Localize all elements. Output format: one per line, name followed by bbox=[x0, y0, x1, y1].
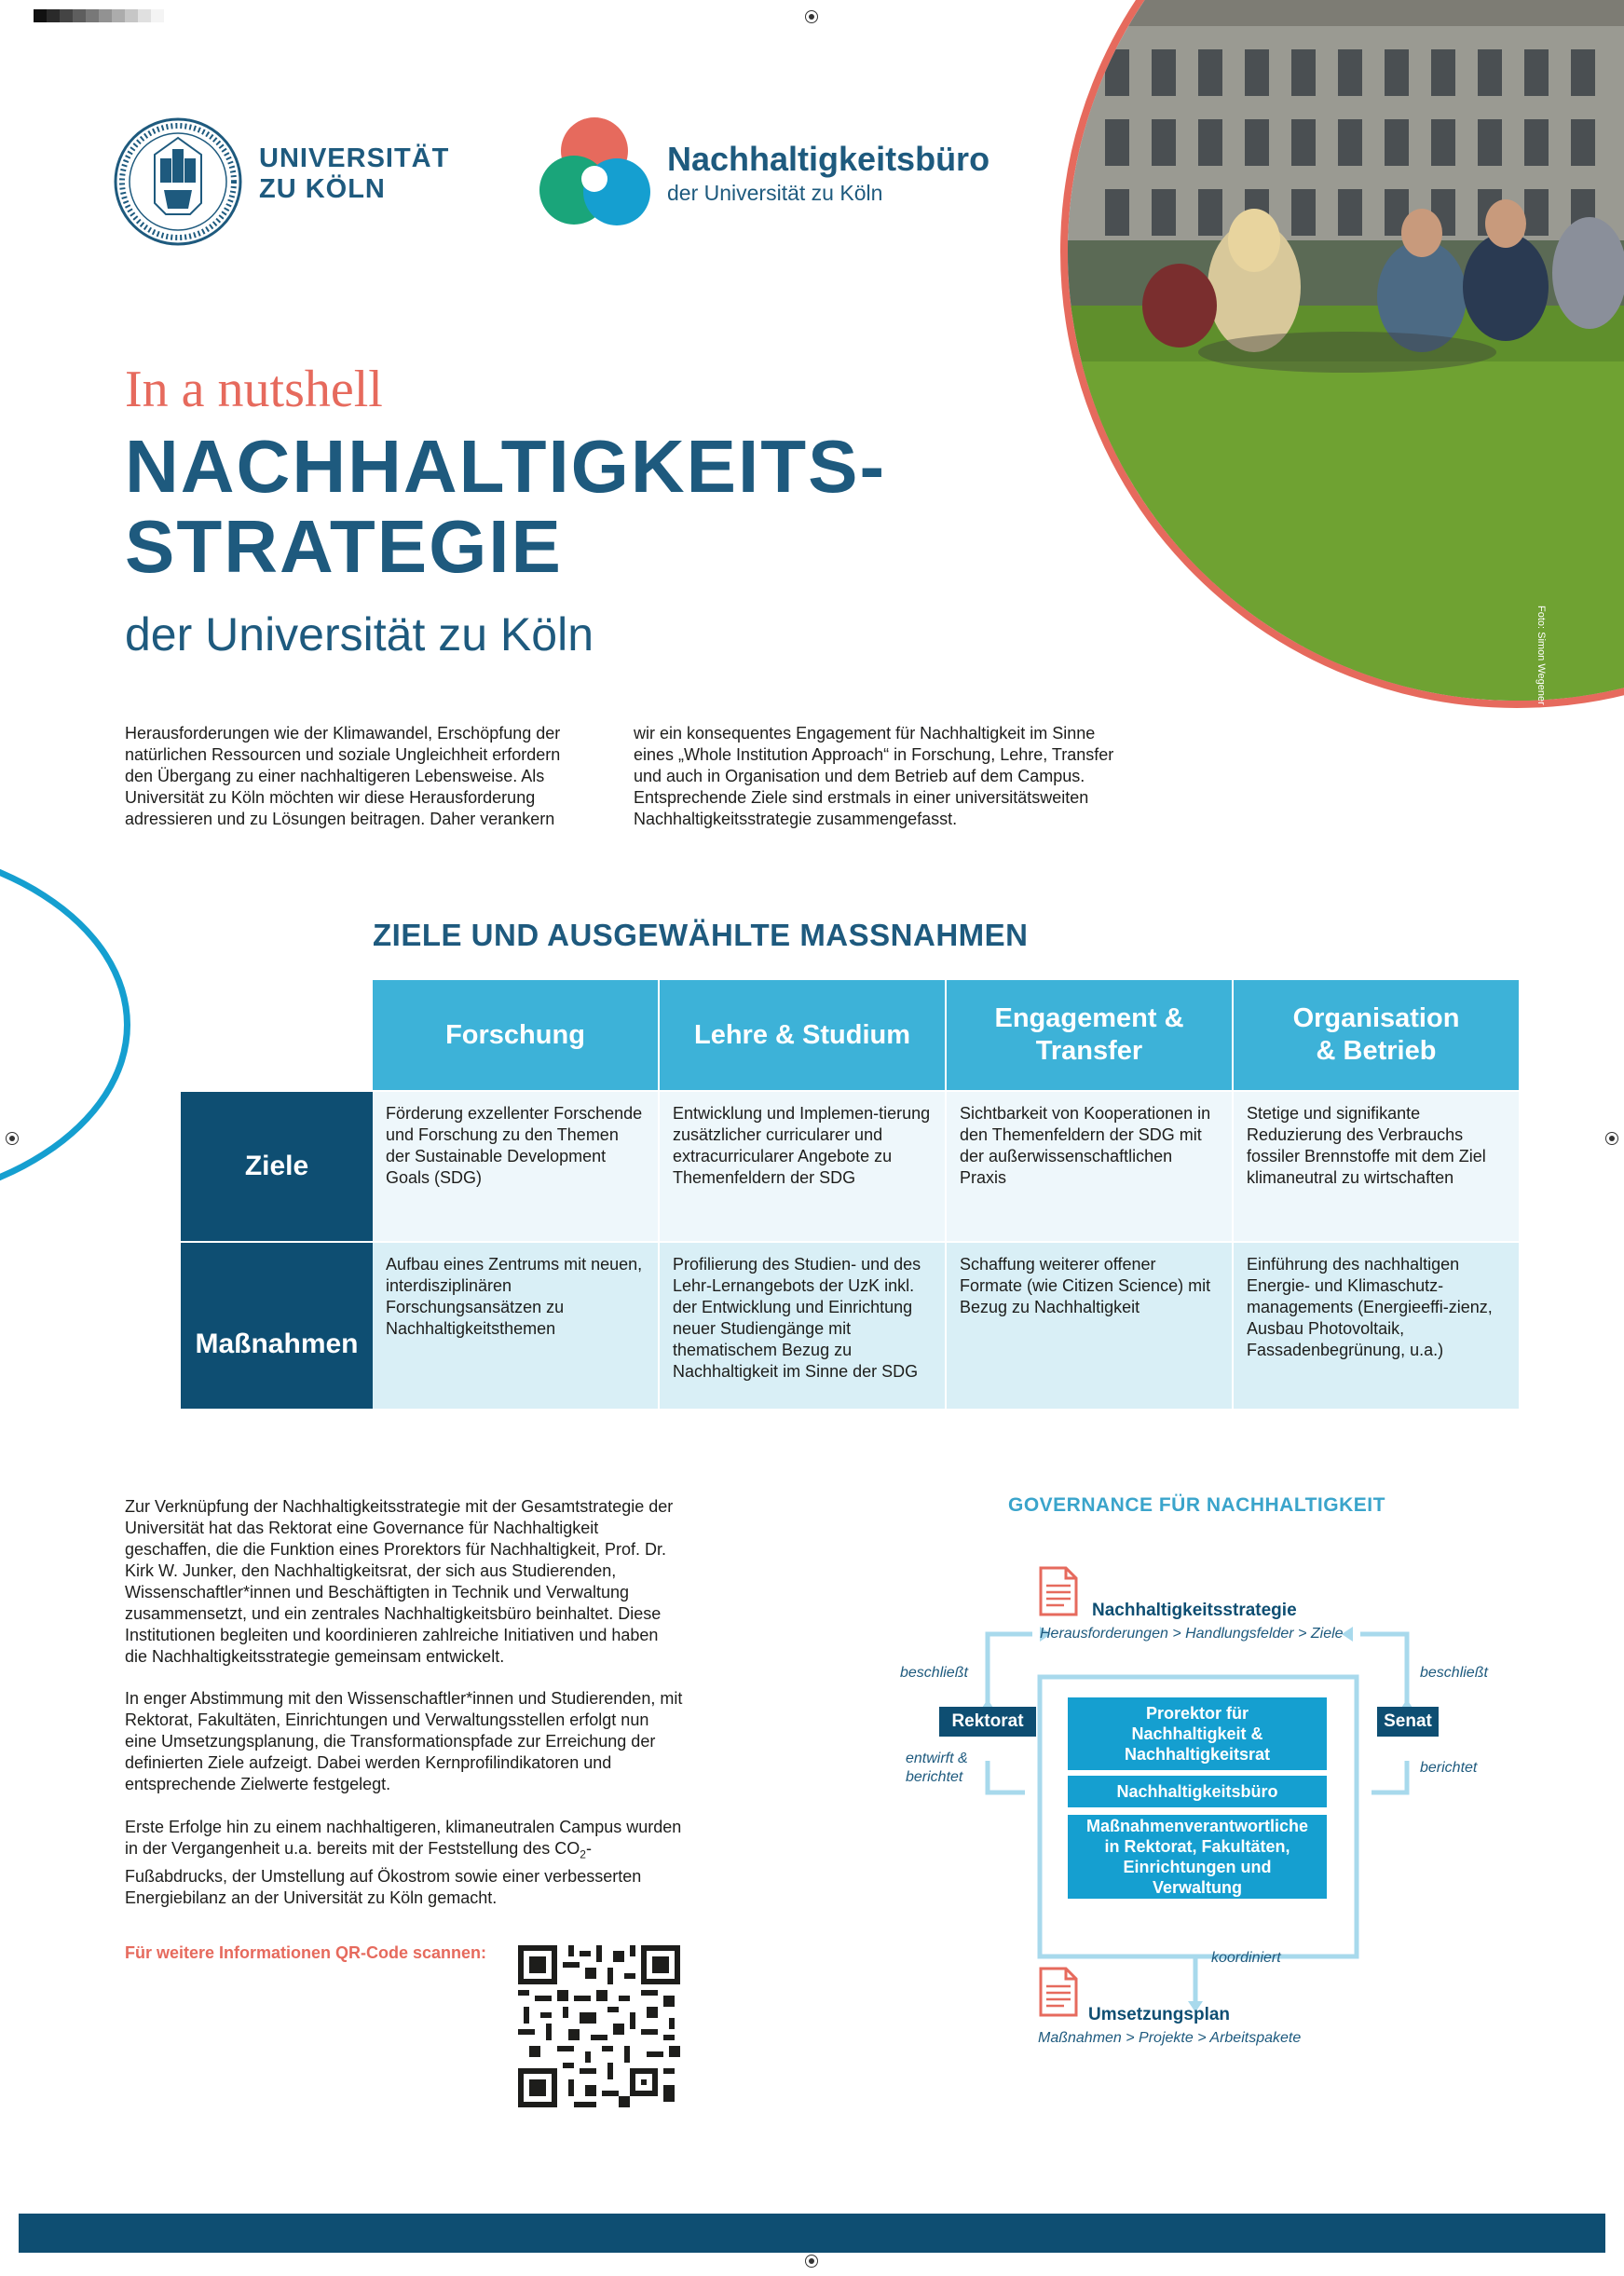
co2-subscript: 2 bbox=[580, 1847, 586, 1861]
intro-column-2: wir ein konsequentes Engagement für Nachhaltigkeit im Sinne eines „Whole Institution Approach“ in Forschung, Lehre, Transfer und auch in Organisation und dem Betrieb auf dem Campus. Entsprechende Ziele sind erstmals in einer universitätsweiten Nachhaltigkeitsstrategie zusammengefasst. bbox=[634, 724, 1114, 828]
kicker-title: In a nutshell bbox=[125, 361, 383, 418]
prorektor-box: Prorektor für Nachhaltigkeit & Nachhaltigkeitsrat bbox=[1068, 1697, 1327, 1770]
registration-mark-bottom bbox=[805, 2255, 818, 2268]
decorative-arc bbox=[0, 838, 130, 1211]
sustainability-office-title: Nachhaltigkeitsbüro bbox=[667, 140, 990, 178]
main-title-line2: STRATEGIE bbox=[125, 505, 563, 588]
table-cell-massnahmen-engagement: Schaffung weiterer offener Formate (wie Citizen Science) mit Bezug zu Nachhaltigkeit bbox=[947, 1243, 1232, 1409]
strategy-document-icon bbox=[1038, 1565, 1079, 1617]
table-cell-massnahmen-lehre: Profilierung des Studien- und des Lehr-Lernangebots der UzK inkl. der Entwicklung und Einrichtung neuer Studiengänge mit thematischem Bezug zu Nachhaltigkeit im Sinne der SDG bbox=[660, 1243, 945, 1409]
plan-title: Umsetzungsplan bbox=[1088, 2005, 1231, 2024]
photo-credit: Foto: Simon Wegener bbox=[1535, 606, 1547, 705]
footer-band bbox=[19, 2214, 1605, 2253]
plan-subtitle: Maßnahmen > Projekte > Arbeitspakete bbox=[1038, 2030, 1302, 2046]
governance-heading: GOVERNANCE FÜR NACHHALTIGKEIT bbox=[1008, 1494, 1385, 1516]
strategy-title: Nachhaltigkeitsstrategie bbox=[1092, 1601, 1297, 1620]
campus-photo bbox=[1060, 0, 1624, 708]
grayscale-calibration-bar bbox=[34, 9, 164, 22]
governance-paragraph-3-end: -Fußabdrucks, der Umstellung auf Ökostrom sowie einer verbesserten Energiebilanz an der Universität zu Köln gemacht. bbox=[125, 1839, 642, 1907]
governance-paragraph-3-start: Erste Erfolge hin zu einem nachhaltigeren, klimaneutralen Campus wurden in der Vergangenheit u.a. bereits mit der Feststellung des CO bbox=[125, 1818, 682, 1858]
label-beschliesst-right: beschließt bbox=[1420, 1665, 1488, 1681]
table-cell-massnahmen-organisation: Einführung des nachhaltigen Energie- und Klimaschutz-managements (Energieeffi-zienz, Ausbau Photovoltaik, Fassadenbegrünung, u.a.) bbox=[1234, 1243, 1519, 1409]
column-header-organisation: Organisation & Betrieb bbox=[1234, 980, 1519, 1090]
main-title bbox=[125, 427, 886, 587]
university-name bbox=[259, 143, 449, 205]
column-header-lehre: Lehre & Studium bbox=[660, 980, 945, 1090]
row-header-massnahmen: Maßnahmen bbox=[181, 1243, 373, 1409]
table-cell-ziele-forschung: Förderung exzellenter Forschende und Forschung zu den Themen der Sustainable Development Goals (SDG) bbox=[373, 1092, 658, 1241]
university-name-line2: ZU KÖLN bbox=[259, 174, 386, 204]
governance-paragraph-3 bbox=[125, 1817, 684, 1909]
table-cell-massnahmen-forschung: Aufbau eines Zentrums mit neuen, interdisziplinären Forschungsansätzen zu Nachhaltigkeitsthemen bbox=[373, 1243, 658, 1409]
table-cell-ziele-organisation: Stetige und signifikante Reduzierung des Verbrauchs fossiler Brennstoffe mit dem Ziel klimaneutral zu wirtschaften bbox=[1234, 1092, 1519, 1241]
nachhaltigkeitsbuero-box: Nachhaltigkeitsbüro bbox=[1068, 1776, 1327, 1807]
governance-paragraph-1: Zur Verknüpfung der Nachhaltigkeitsstrategie mit der Gesamtstrategie der Universität hat das Rektorat eine Governance für Nachhaltigkeit geschaffen, die die Funktion eines Prorektors für Nachhaltigkeit, Prof. Dr. Kirk W. Junker, den Nachhaltigkeitsrat, der sich aus Studierenden, Wissenschaftler*innen und Beschäftigten in Technik und Verwaltung zusammensetzt, und ein zentrales Nachhaltigkeitsbüro beinhaltet. Diese Institutionen begleiten und koordinieren zahlreiche Initiativen und haben die Nachhaltigkeitsstrategie gemeinsam entwickelt. bbox=[125, 1497, 674, 1666]
sustainability-office-logo bbox=[539, 116, 650, 231]
rektorat-box: Rektorat bbox=[939, 1707, 1036, 1737]
sustainability-office-subtitle: der Universität zu Köln bbox=[667, 181, 883, 205]
goals-heading: ZIELE UND AUSGEWÄHLTE MASSNAHMEN bbox=[373, 918, 1029, 952]
strategy-subtitle: Herausforderungen > Handlungsfelder > Ziele bbox=[1040, 1626, 1344, 1642]
column-header-forschung: Forschung bbox=[373, 980, 658, 1090]
governance-paragraph-2: In enger Abstimmung mit den Wissenschaftler*innen und Studierenden, mit Rektorat, Fakultäten, Einrichtungen und Verwaltungsstellen erfolgt nun eine Umsetzungsplanung, die Transformationspfade zur Erreichung der definierten Ziele aufzeigt. Dabei werden Kernprofilindikatoren und entsprechende Zielwerte festgelegt. bbox=[125, 1689, 683, 1793]
qr-code[interactable] bbox=[518, 1945, 680, 2107]
qr-code-label: Für weitere Informationen QR-Code scannen: bbox=[125, 1943, 487, 1962]
intro-column-1: Herausforderungen wie der Klimawandel, Erschöpfung der natürlichen Ressourcen und soziale Ungleichheit erfordern den Übergang zu einer nachhaltigeren Lebensweise. Als Universität zu Köln möchten wir diese Herausforderung adressieren und zu Lösungen beitragen. Daher verankern bbox=[125, 724, 561, 828]
registration-mark-right bbox=[1605, 1132, 1618, 1145]
university-name-line1: UNIVERSITÄT bbox=[259, 143, 450, 173]
main-title-line1: NACHHALTIGKEITS- bbox=[125, 425, 887, 508]
table-cell-ziele-lehre: Entwicklung und Implemen-tierung zusätzlicher curricularer und extracurricularer Angebote zu Themenfeldern der SDG bbox=[660, 1092, 945, 1241]
label-beschliesst-left: beschließt bbox=[900, 1665, 968, 1681]
massnahmen-box: Maßnahmenverantwortliche in Rektorat, Fakultäten, Einrichtungen und Verwaltung bbox=[1068, 1815, 1327, 1899]
senat-box: Senat bbox=[1377, 1707, 1439, 1737]
registration-mark-top bbox=[805, 10, 818, 23]
university-seal-logo bbox=[114, 117, 242, 246]
table-cell-ziele-engagement: Sichtbarkeit von Kooperationen in den Themenfeldern der SDG mit der außerwissenschaftlichen Praxis bbox=[947, 1092, 1232, 1241]
label-koordiniert: koordiniert bbox=[1211, 1950, 1281, 1966]
label-entwirft-berichtet: entwirft & berichtet bbox=[906, 1751, 968, 1785]
main-subtitle: der Universität zu Köln bbox=[125, 608, 594, 661]
label-berichtet-right: berichtet bbox=[1420, 1760, 1478, 1776]
row-header-ziele: Ziele bbox=[181, 1092, 373, 1241]
plan-document-icon bbox=[1038, 1966, 1079, 2018]
column-header-engagement: Engagement & Transfer bbox=[947, 980, 1232, 1090]
